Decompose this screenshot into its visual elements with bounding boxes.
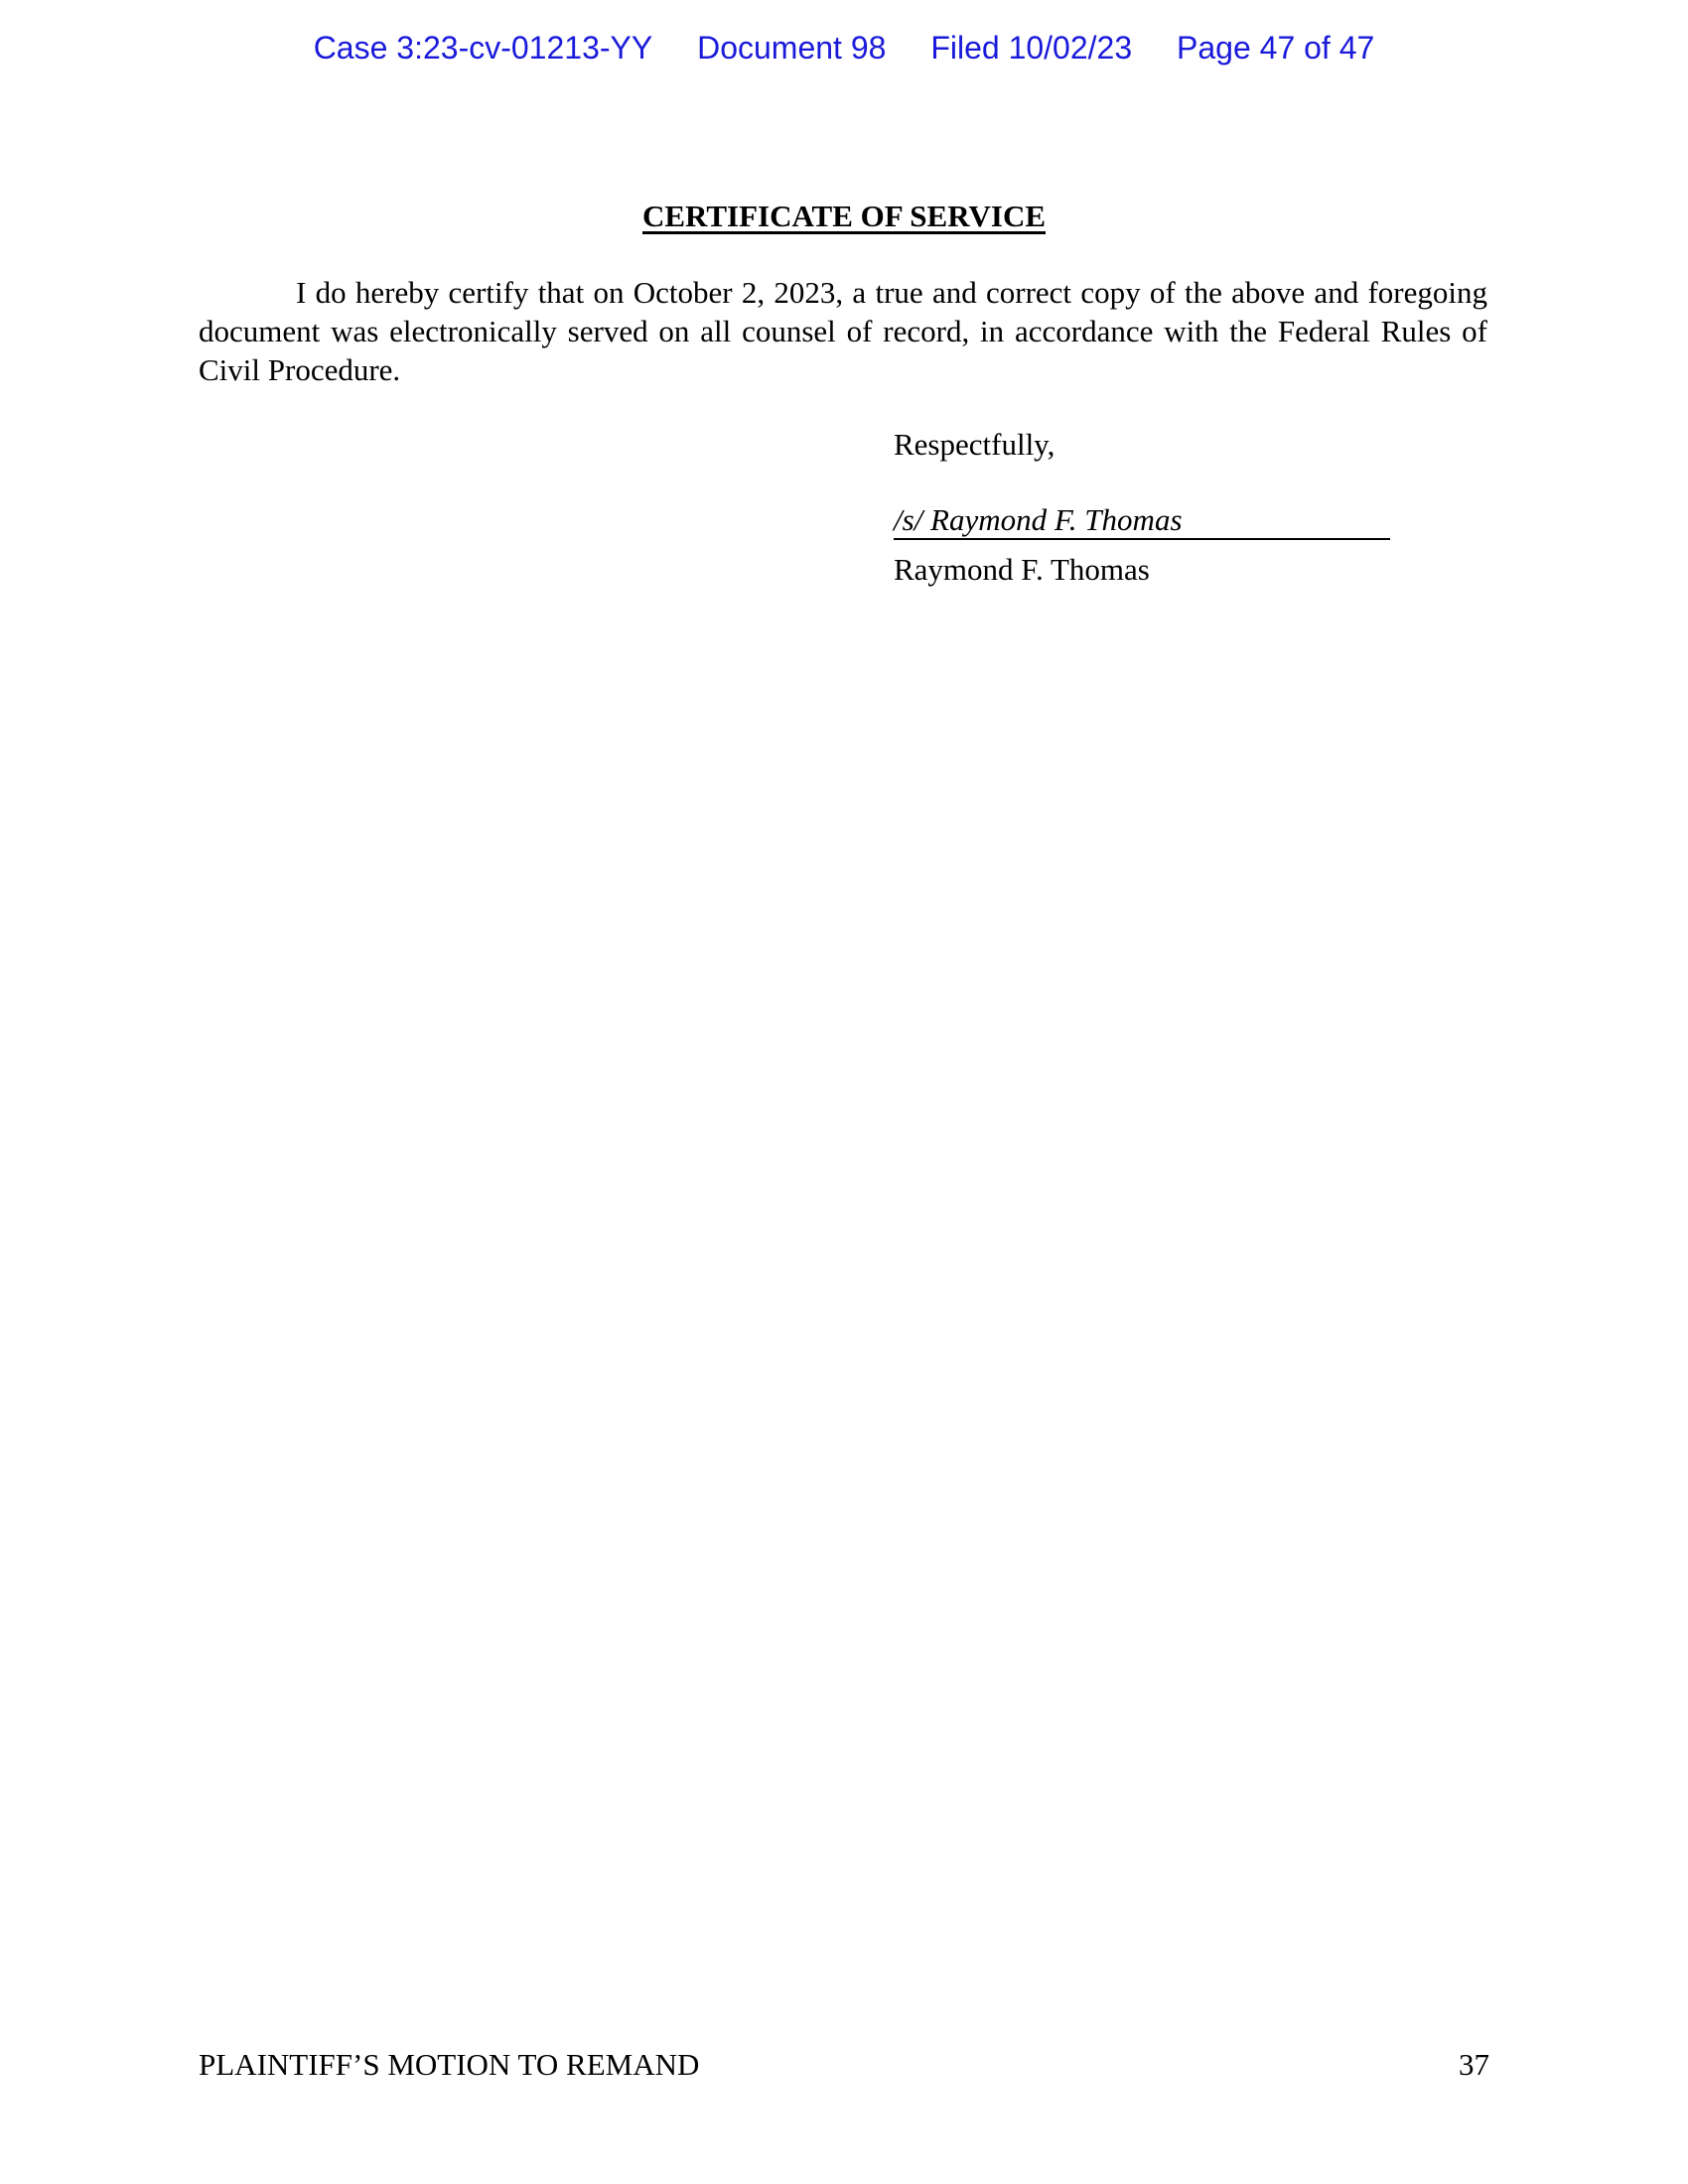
ecf-filing-header xyxy=(0,30,1688,67)
footer-document-title: PLAINTIFF’S MOTION TO REMAND xyxy=(199,2047,700,2082)
document-number: Document 98 xyxy=(697,30,887,66)
signer-name: Raymond F. Thomas xyxy=(894,552,1150,587)
case-number: Case 3:23-cv-01213-YY xyxy=(313,30,653,66)
page-count: Page 47 of 47 xyxy=(1177,30,1375,66)
electronic-signature: /s/ Raymond F. Thomas xyxy=(894,502,1390,540)
footer-page-number: 37 xyxy=(1459,2047,1489,2082)
closing-salutation: Respectfully, xyxy=(894,427,1055,462)
filed-date: Filed 10/02/23 xyxy=(930,30,1133,66)
certificate-title: CERTIFICATE OF SERVICE xyxy=(641,199,1047,233)
certificate-body: I do hereby certify that on October 2, 2023, a true and correct copy of the above and foregoing document was electronically served on all counsel of record, in accordance with the Federal Rules of Civil Procedure. xyxy=(199,275,1487,387)
